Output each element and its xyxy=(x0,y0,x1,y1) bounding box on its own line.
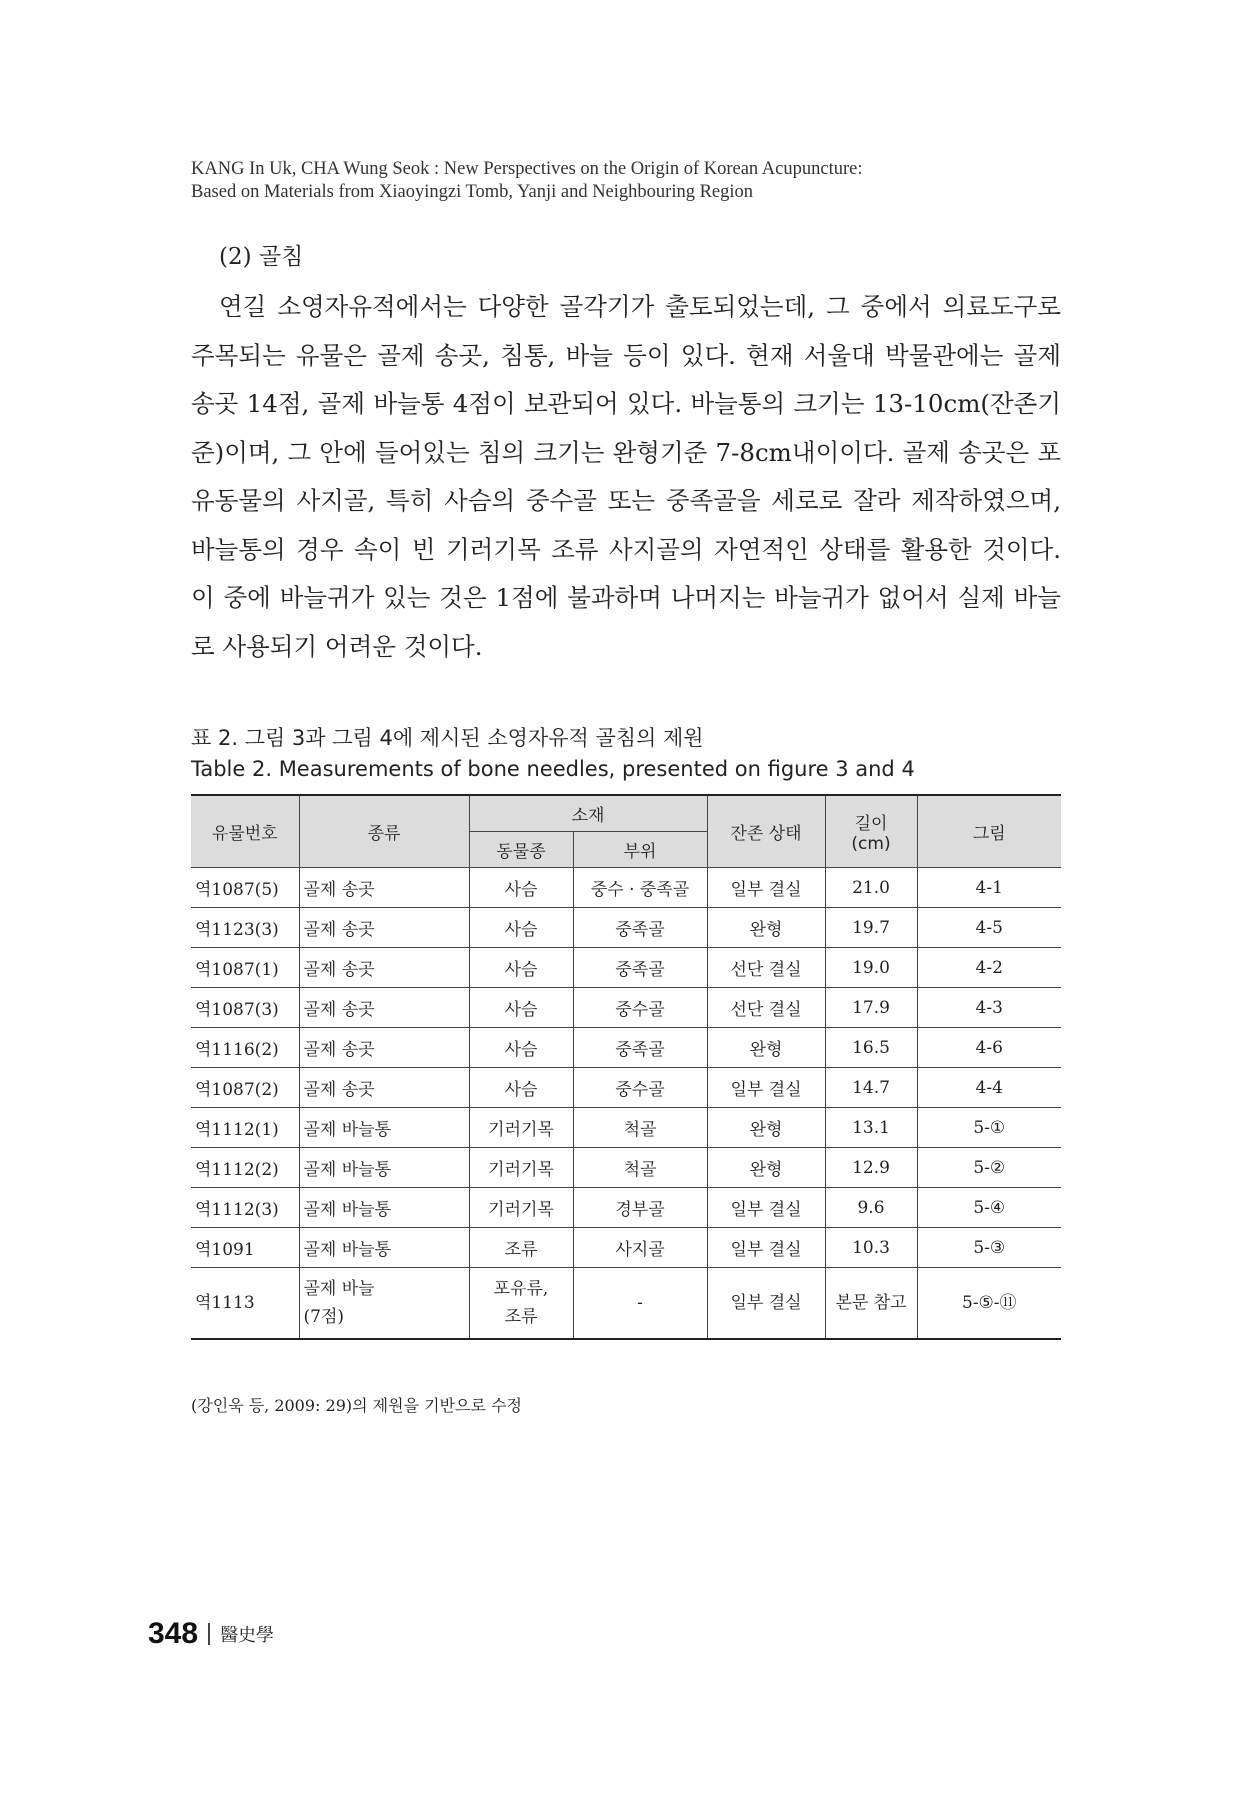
cell-artifact-no: 역1113 xyxy=(191,1268,299,1340)
cell-length: 12.9 xyxy=(825,1148,917,1188)
cell-part: 중족골 xyxy=(573,948,707,988)
cell-part: 중수골 xyxy=(573,1068,707,1108)
section-heading: (2) 골침 xyxy=(219,244,304,270)
cell-species: 사슴 xyxy=(469,948,573,988)
cell-type: 골제 송곳 xyxy=(299,1068,469,1108)
cell-condition: 완형 xyxy=(707,908,825,948)
cell-species: 사슴 xyxy=(469,908,573,948)
cell-length: 19.0 xyxy=(825,948,917,988)
cell-type: 골제 송곳 xyxy=(299,1028,469,1068)
table-caption-english: Table 2. Measurements of bone needles, presented on figure 3 and 4 xyxy=(191,757,915,781)
cell-length: 9.6 xyxy=(825,1188,917,1228)
table-row xyxy=(191,1148,1061,1188)
cell-type: 골제 바늘통 xyxy=(299,1188,469,1228)
cell-figure: 4-4 xyxy=(917,1068,1061,1108)
cell-condition: 완형 xyxy=(707,1108,825,1148)
page-number: 348 xyxy=(148,1617,199,1650)
cell-length: 19.7 xyxy=(825,908,917,948)
body-paragraph: 연길 소영자유적에서는 다양한 골각기가 출토되었는데, 그 중에서 의료도구로 주목되는 유물은 골제 송곳, 침통, 바늘 등이 있다. 현재 서울대 박물관에는 골제 송곳 14점, 골제 바늘통 4점이 보관되어 있다. 바늘통의 크기는 13-10cm(잔존기준)이며, 그 안에 들어있는 침의 크기는 완형기준 7-8cm내이이다. 골제 송곳은 포유동물의 사지골, 특히 사슴의 중수골 또는 중족골을 세로로 잘라 제작하였으며, 바늘통의 경우 속이 빈 기러기목 조류 사지골의 자연적인 상태를 활용한 것이다. 이 중에 바늘귀가 있는 것은 1점에 불과하며 나머지는 바늘귀가 없어서 실제 바늘로 사용되기 어려운 것이다. xyxy=(191,292,1061,661)
cell-type-line1: 골제 바늘 xyxy=(303,1279,375,1299)
cell-artifact-no: 역1112(1) xyxy=(191,1108,299,1148)
cell-length: 10.3 xyxy=(825,1228,917,1268)
cell-condition: 일부 결실 xyxy=(707,1228,825,1268)
journal-name: 醫史學 xyxy=(220,1625,275,1646)
table-row xyxy=(191,988,1061,1028)
cell-type-line2: (7점) xyxy=(303,1307,345,1327)
cell-length: 본문 참고 xyxy=(825,1268,917,1340)
cell-condition: 선단 결실 xyxy=(707,948,825,988)
cell-figure: 5-⑤-⑪ xyxy=(917,1268,1061,1340)
cell-part: 중족골 xyxy=(573,1028,707,1068)
cell-figure: 5-④ xyxy=(917,1188,1061,1228)
running-head-line1: KANG In Uk, CHA Wung Seok : New Perspectives on the Origin of Korean Acupuncture: xyxy=(191,159,863,179)
running-head-line2: Based on Materials from Xiaoyingzi Tomb, Yanji and Neighbouring Region xyxy=(191,182,754,202)
table-row xyxy=(191,908,1061,948)
header-artifact-no: 유물번호 xyxy=(191,795,299,868)
cell-figure: 4-2 xyxy=(917,948,1061,988)
cell-artifact-no: 역1087(5) xyxy=(191,868,299,908)
cell-length: 14.7 xyxy=(825,1068,917,1108)
source-note: (강인욱 등, 2009: 29)의 제원을 기반으로 수정 xyxy=(191,1396,522,1415)
cell-figure: 5-③ xyxy=(917,1228,1061,1268)
header-condition: 잔존 상태 xyxy=(707,795,825,868)
cell-condition: 완형 xyxy=(707,1028,825,1068)
cell-species xyxy=(469,1268,573,1340)
cell-part: 중수골 xyxy=(573,988,707,1028)
table-row xyxy=(191,1028,1061,1068)
cell-figure: 5-① xyxy=(917,1108,1061,1148)
cell-part: 척골 xyxy=(573,1108,707,1148)
table-row xyxy=(191,1108,1061,1148)
header-part: 부위 xyxy=(573,832,707,868)
table-row xyxy=(191,1228,1061,1268)
page-footer xyxy=(148,1617,274,1651)
cell-type: 골제 송곳 xyxy=(299,908,469,948)
cell-condition: 선단 결실 xyxy=(707,988,825,1028)
cell-part: 중수 · 중족골 xyxy=(573,868,707,908)
cell-artifact-no: 역1123(3) xyxy=(191,908,299,948)
cell-species: 사슴 xyxy=(469,868,573,908)
cell-figure: 4-1 xyxy=(917,868,1061,908)
measurements-table xyxy=(191,794,1061,1340)
cell-part: 중족골 xyxy=(573,908,707,948)
cell-species: 사슴 xyxy=(469,1068,573,1108)
cell-artifact-no: 역1112(3) xyxy=(191,1188,299,1228)
cell-species-line2: 조류 xyxy=(504,1307,538,1327)
running-head xyxy=(191,158,1091,204)
cell-figure: 4-6 xyxy=(917,1028,1061,1068)
header-length xyxy=(825,795,917,868)
cell-figure: 4-5 xyxy=(917,908,1061,948)
header-length-unit: (cm) xyxy=(851,834,891,854)
cell-length: 21.0 xyxy=(825,868,917,908)
cell-length: 13.1 xyxy=(825,1108,917,1148)
cell-type: 골제 송곳 xyxy=(299,988,469,1028)
cell-species-line1: 포유류, xyxy=(493,1279,549,1299)
cell-artifact-no: 역1087(1) xyxy=(191,948,299,988)
cell-species: 기러기목 xyxy=(469,1188,573,1228)
cell-type xyxy=(299,1268,469,1340)
header-material: 소재 xyxy=(469,795,707,832)
cell-type: 골제 송곳 xyxy=(299,868,469,908)
table-row xyxy=(191,1188,1061,1228)
cell-figure: 5-② xyxy=(917,1148,1061,1188)
cell-condition: 일부 결실 xyxy=(707,1268,825,1340)
cell-part: - xyxy=(573,1268,707,1340)
cell-figure: 4-3 xyxy=(917,988,1061,1028)
cell-artifact-no: 역1091 xyxy=(191,1228,299,1268)
cell-type: 골제 바늘통 xyxy=(299,1228,469,1268)
cell-type: 골제 송곳 xyxy=(299,948,469,988)
cell-species: 기러기목 xyxy=(469,1148,573,1188)
footer-divider xyxy=(208,1623,210,1645)
cell-condition: 일부 결실 xyxy=(707,1188,825,1228)
cell-artifact-no: 역1112(2) xyxy=(191,1148,299,1188)
table-row xyxy=(191,948,1061,988)
cell-species: 사슴 xyxy=(469,1028,573,1068)
header-type: 종류 xyxy=(299,795,469,868)
table-row xyxy=(191,868,1061,908)
table-row xyxy=(191,1268,1061,1340)
cell-condition: 완형 xyxy=(707,1148,825,1188)
cell-condition: 일부 결실 xyxy=(707,868,825,908)
cell-condition: 일부 결실 xyxy=(707,1068,825,1108)
cell-part: 사지골 xyxy=(573,1228,707,1268)
header-figure: 그림 xyxy=(917,795,1061,868)
cell-artifact-no: 역1116(2) xyxy=(191,1028,299,1068)
cell-part: 척골 xyxy=(573,1148,707,1188)
header-length-label: 길이 xyxy=(854,814,888,834)
cell-species: 사슴 xyxy=(469,988,573,1028)
cell-species: 조류 xyxy=(469,1228,573,1268)
cell-type: 골제 바늘통 xyxy=(299,1148,469,1188)
cell-length: 16.5 xyxy=(825,1028,917,1068)
table-row xyxy=(191,1068,1061,1108)
cell-artifact-no: 역1087(3) xyxy=(191,988,299,1028)
cell-artifact-no: 역1087(2) xyxy=(191,1068,299,1108)
cell-length: 17.9 xyxy=(825,988,917,1028)
header-species: 동물종 xyxy=(469,832,573,868)
table-caption-korean: 표 2. 그림 3과 그림 4에 제시된 소영자유적 골침의 제원 xyxy=(191,726,704,750)
cell-part: 경부골 xyxy=(573,1188,707,1228)
cell-species: 기러기목 xyxy=(469,1108,573,1148)
cell-type: 골제 바늘통 xyxy=(299,1108,469,1148)
